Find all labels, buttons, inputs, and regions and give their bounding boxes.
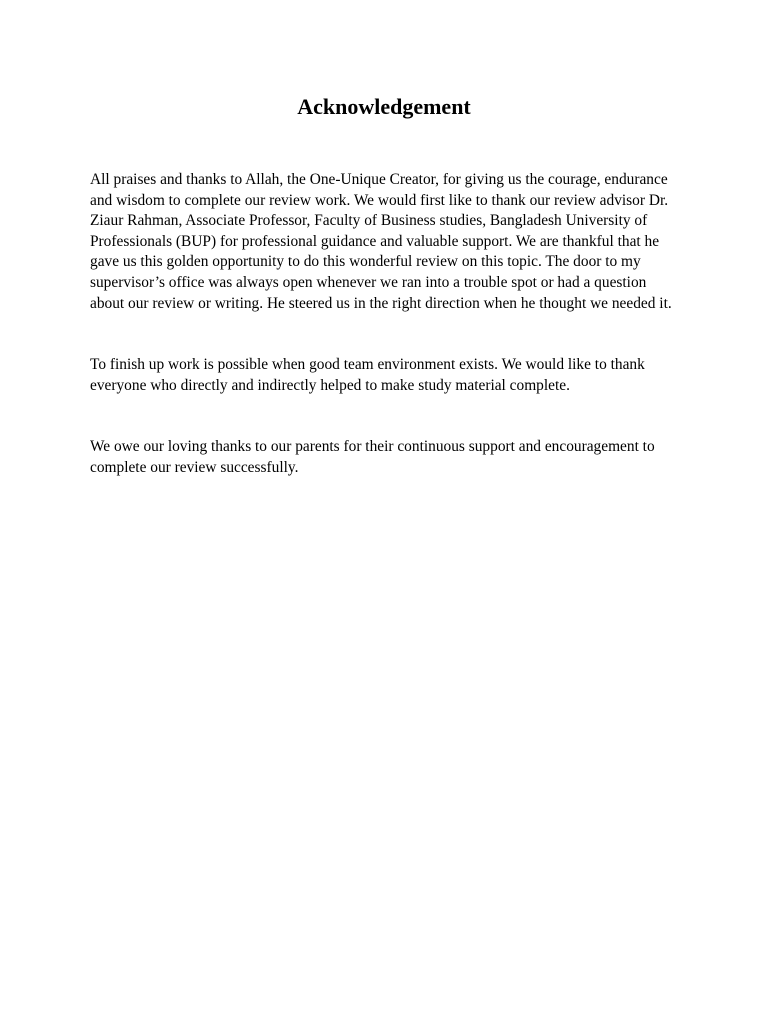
paragraph-parents-thanks: We owe our loving thanks to our parents for their continuous support and encouragement to complete our review successfully. [90, 438, 655, 476]
page-title: Acknowledgement [297, 94, 471, 119]
paragraph-team-thanks: To finish up work is possible when good team environment exists. We would like to thank everyone who directly and indirectly helped to make study material complete. [90, 356, 645, 394]
paragraph-gratitude-advisor: All praises and thanks to Allah, the One-Unique Creator, for giving us the courage, endurance and wisdom to complete our review work. We would first like to thank our review advisor Dr. Ziaur Rahman, Associate Professor, Faculty of Business studies, Bangladesh University of Professionals (BUP) for professional guidance and valuable support. We are thankful that he gave us this golden opportunity to do this wonderful review on this topic. The door to my supervisor’s office was always open whenever we ran into a trouble spot or had a question about our review or writing. He steered us in the right direction when he thought we needed it. [90, 171, 672, 312]
